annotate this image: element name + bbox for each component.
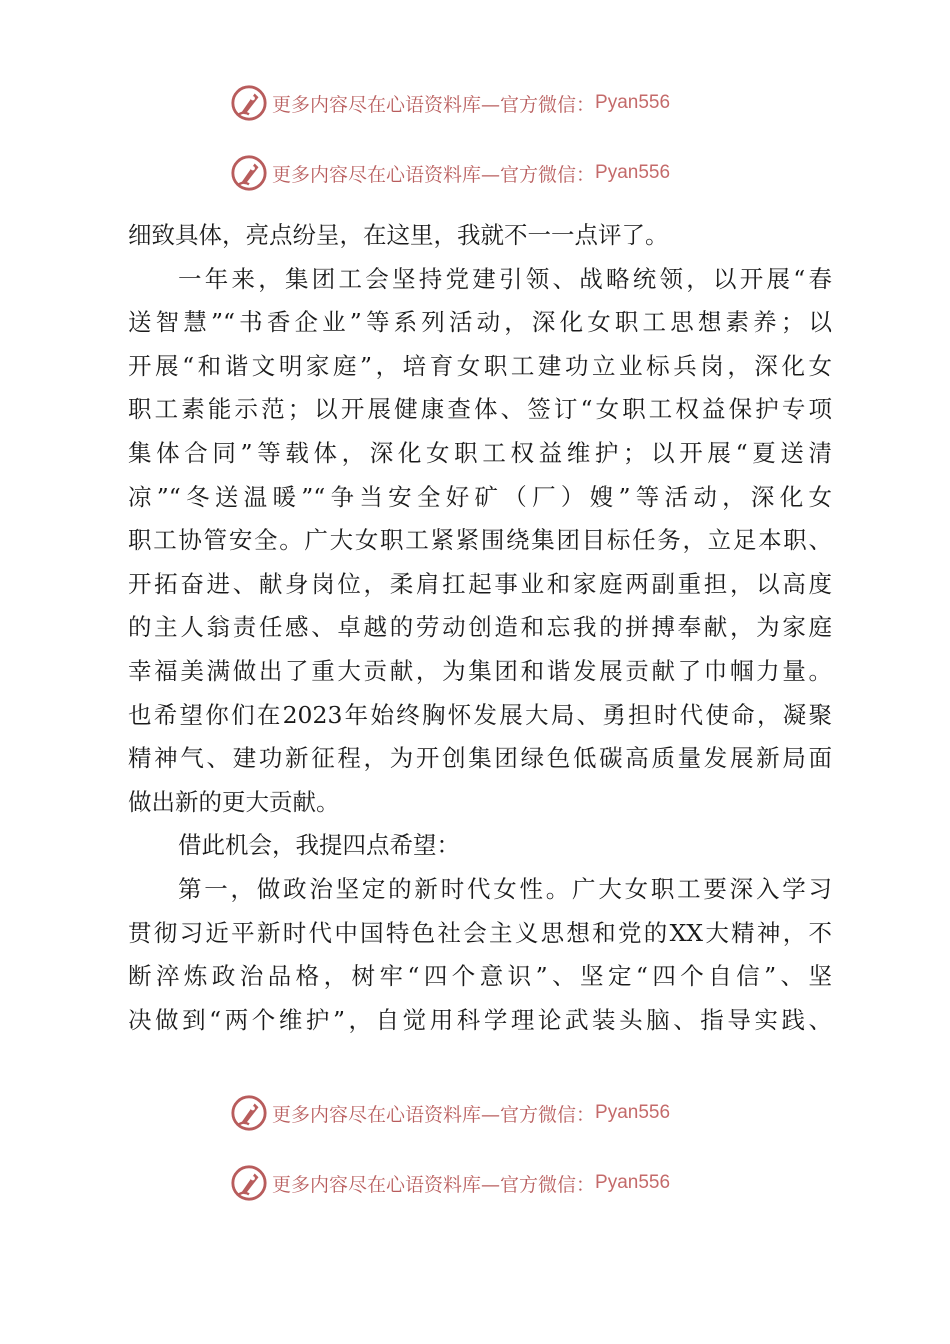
text-line: 借此机会，我提四点希望： <box>178 831 460 860</box>
watermark-wechat-id: Pyan556 <box>595 1102 671 1123</box>
text-line: 贯彻习近平新时代中国特色社会主义思想和党的XX大精神，不 <box>128 918 832 947</box>
watermark-text: 更多内容尽在心语资料库—官方微信： <box>272 163 596 186</box>
watermark-banner-top-2 <box>230 153 750 193</box>
pen-nib-logo-icon <box>230 154 268 192</box>
watermark-wechat-id: Pyan556 <box>595 92 671 113</box>
watermark-wechat-id: Pyan556 <box>595 1172 671 1193</box>
text-line: 幸福美满做出了重大贡献，为集团和谐发展贡献了巾帼力量。 <box>128 656 832 685</box>
watermark-banner-bottom-2 <box>230 1163 750 1203</box>
watermark-banner-top-1 <box>230 83 750 123</box>
text-line: 断淬炼政治品格，树牢“四个意识”、坚定“四个自信”、坚 <box>128 962 832 991</box>
text-line: 第一，做政治坚定的新时代女性。广大女职工要深入学习 <box>178 874 832 903</box>
watermark-text: 更多内容尽在心语资料库—官方微信： <box>272 1173 596 1196</box>
watermark-text: 更多内容尽在心语资料库—官方微信： <box>272 1103 596 1126</box>
text-line: 开展“和谐文明家庭”，培育女职工建功立业标兵岗，深化女 <box>128 351 832 380</box>
text-line: 开拓奋进、献身岗位，柔肩扛起事业和家庭两副重担，以高度 <box>128 569 832 598</box>
text-line: 集体合同”等载体，深化女职工权益维护；以开展“夏送清 <box>128 438 832 467</box>
text-line: 精神气、建功新征程，为开创集团绿色低碳高质量发展新局面 <box>128 744 832 773</box>
pen-nib-logo-icon <box>230 1164 268 1202</box>
document-body <box>128 214 832 1042</box>
text-line: 决做到“两个维护”，自觉用科学理论武装头脑、指导实践、 <box>128 1005 832 1034</box>
text-line: 的主人翁责任感、卓越的劳动创造和忘我的拼搏奉献，为家庭 <box>128 613 832 642</box>
text-line: 细致具体，亮点纷呈，在这里，我就不一一点评了。 <box>128 221 669 249</box>
text-line: 也希望你们在2023年始终胸怀发展大局、勇担时代使命，凝聚 <box>128 700 832 729</box>
text-line: 职工协管安全。广大女职工紧紧围绕集团目标任务，立足本职、 <box>128 526 832 555</box>
watermark-wechat-id: Pyan556 <box>595 162 671 183</box>
pen-nib-logo-icon <box>230 1094 268 1132</box>
watermark-text: 更多内容尽在心语资料库—官方微信： <box>272 93 596 116</box>
pen-nib-logo-icon <box>230 84 268 122</box>
text-line: 一年来，集团工会坚持党建引领、战略统领，以开展“春 <box>178 264 832 293</box>
text-line: 做出新的更大贡献。 <box>128 787 340 816</box>
text-line: 送智慧”“书香企业”等系列活动，深化女职工思想素养；以 <box>128 308 832 337</box>
watermark-banner-bottom-1 <box>230 1093 750 1133</box>
text-line: 职工素能示范；以开展健康查体、签订“女职工权益保护专项 <box>128 395 832 424</box>
text-line: 凉”“冬送温暖”“争当安全好矿（厂）嫂”等活动，深化女 <box>128 482 832 511</box>
